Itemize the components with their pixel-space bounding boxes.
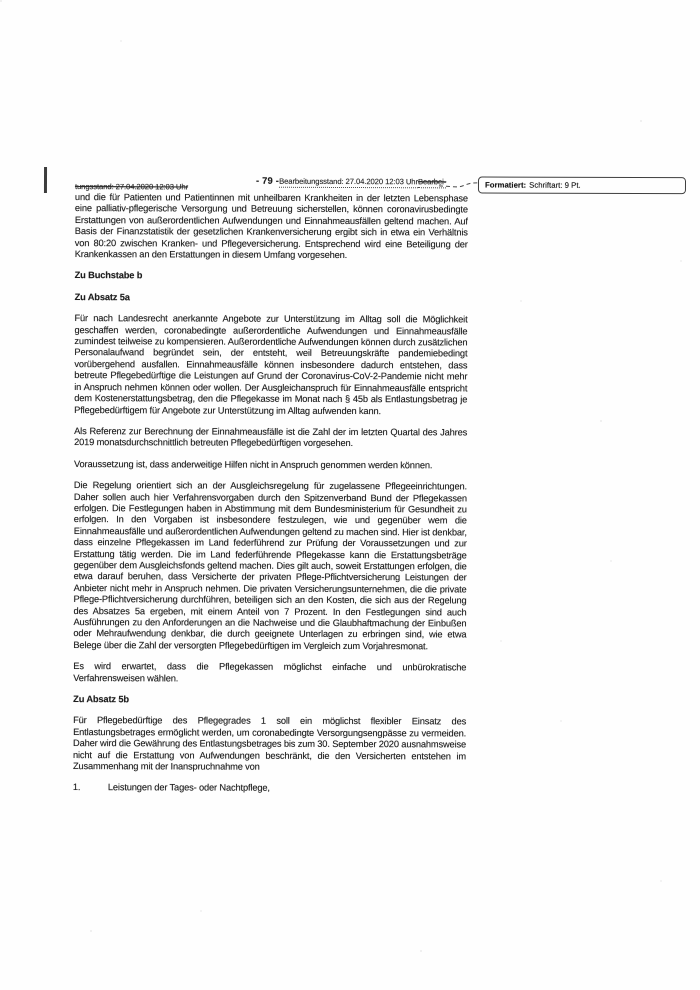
body-paragraph-intro: und die für Patienten und Patientinnen mit unheilbaren Krankheiten in der letzten Lebensphase eine palliativ-pflegerische Versorgung und Betreuung sicherstellen, können coronavirusbedingte Erstattungen von außerordentlichen Aufwendungen und Einnahmeausfällen geltend machen. Auf Basis der Finanzstatistik der gesetzlichen Krankenversicherung ergibt sich in etwa ein Verhältnis von 80:20 zwischen Kranken- und Pflegeversicherung. Entsprechend wird eine Beteiligung der Krankenkassen an den Erstattungen in diesem Umfang vorgesehen. xyxy=(74,192,468,261)
body-paragraph-5a-5: Es wird erwartet, dass die Pflegekassen möglichst einfache und unbürokratische Verfahrensweisen wählen. xyxy=(73,661,467,684)
page-number: - 79 - xyxy=(255,174,280,186)
body-paragraph-5b-1: Für Pflegebedürftige des Pflegegrades 1 soll ein möglichst flexibler Einsatz des Entlastungsbetrages ermöglicht werden, um coronabedingte Versorgungsengpässe zu vermeiden. Daher wird die Gewährung des Entlastungsbetrages bis zum 30. September 2020 ausnahmsweise nicht auf die Erstattung von Aufwendungen beschränkt, die den Versicherten entstehen im Zusammenhang mit der Inanspruchnahme von xyxy=(72,715,467,772)
comment-box[interactable] xyxy=(478,176,686,194)
list-item-text: Leistungen der Tages- oder Nachtpflege, xyxy=(107,782,270,794)
comment-text: Schriftart: 9 Pt. xyxy=(529,180,581,190)
tracked-insertion-text: Bearbeitungsstand: 27.04.2020 12:03 Uhr xyxy=(279,176,418,187)
tracked-deletion-text-line2: tungsstand: 27.04.2020 12:03 Uhr xyxy=(74,182,189,192)
body-paragraph-5a-4: Die Regelung orientiert sich an der Ausgleichsregelung für zugelassene Pflegeeinrichtungen. Daher sollen auch hier Verfahrensvorgaben durch den Spitzenverband Bund der Pflegekassen erfolgen. Die Festlegungen haben in Abstimmung mit dem Bundesministerium für Gesundheit zu erfolgen. In den Vorgaben ist insbesondere festzulegen, wie und gegenüber wem die Einnahmeausfälle und außerordentlichen Aufwendungen geltend zu machen sind. Hier ist denkbar, dass einzelne Pflegekassen im Land federführend zur Prüfung der Voraussetzungen und zur Erstattung tätig werden. Die im Land federführende Pflegekasse kann die Erstattungsbeträge gegenüber dem Ausgleichsfonds geltend machen. Dies gilt auch, soweit Erstattungen erfolgen, die etwa darauf beruhen, dass Versicherte der privaten Pflege-Pflichtversicherung Leistungen der Anbieter nicht mehr in Anspruch nehmen. Die privaten Versicherungsunternehmen, die die private Pflege-Pflichtversicherung durchführen, beteiligen sich an den Kosten, die sich aus der Regelung des Absatzes 5a ergeben, mit einem Anteil von 7 Prozent. In den Festlegungen sind auch Ausführungen zu den Anforderungen an die Nachweise und die Glaubhaftmachung der Einbußen oder Mehraufwendung denkbar, die durch geeignete Unterlagen zu erbringen sind, wie etwa Belege über die Zahl der versorgten Pflegebedürftigen im Vergleich zum Vorjahresmonat. xyxy=(73,480,467,652)
tracked-deletion-text-line1: Bearbei- xyxy=(417,177,447,187)
body-paragraph-5a-3: Voraussetzung ist, dass anderweitige Hilfen nicht in Anspruch genommen werden können. xyxy=(73,458,433,471)
document-body xyxy=(73,192,468,795)
body-paragraph-5a-1: Für nach Landesrecht anerkannte Angebote zur Unterstützung im Alltag soll die Möglichkeit geschaffen werden, coronabedingte außerordentliche Aufwendungen und Einnahmeausfälle zumindest teilweise zu kompensieren. Außerordentliche Aufwendungen können durch zusätzlichen Personalaufwand begründet sein, der entsteht, weil Betreuungskräfte pandemiebedingt vorübergehend ausfallen. Einnahmeausfälle können insbesondere dadurch entstehen, dass betreute Pflegebedürftige die Leistungen auf Grund der Coronavirus-CoV-2-Pandemie nicht mehr in Anspruch nehmen können oder wollen. Der Ausgleichanspruch für Einnahmeausfälle entspricht dem Kostenerstattungsbetrag, den die Pflegekasse im Monat nach § 45b als Entlastungsbetrag je Pflegebedürftigem für Angebote zur Unterstützung im Alltag aufwenden kann. xyxy=(74,313,468,416)
tracked-change-margin-bar xyxy=(44,167,47,193)
comment-type-label: Formatiert: xyxy=(484,180,527,190)
comment-connector-line xyxy=(438,175,482,193)
section-heading-absatz-5a: Zu Absatz 5a xyxy=(74,291,130,303)
section-heading-buchstabe-b: Zu Buchstabe b xyxy=(74,270,143,281)
page-header xyxy=(256,171,446,190)
section-heading-absatz-5b: Zu Absatz 5b xyxy=(73,694,129,705)
ordered-list-item xyxy=(73,783,466,796)
body-paragraph-5a-2: Als Referenz zur Berechnung der Einnahmeausfälle ist die Zahl der im letzten Quartal des Jahres 2019 monatsdurchschnittlich betreuten Pflegebedürftigen vorgesehen. xyxy=(74,425,468,449)
list-item-number: 1. xyxy=(72,782,81,793)
